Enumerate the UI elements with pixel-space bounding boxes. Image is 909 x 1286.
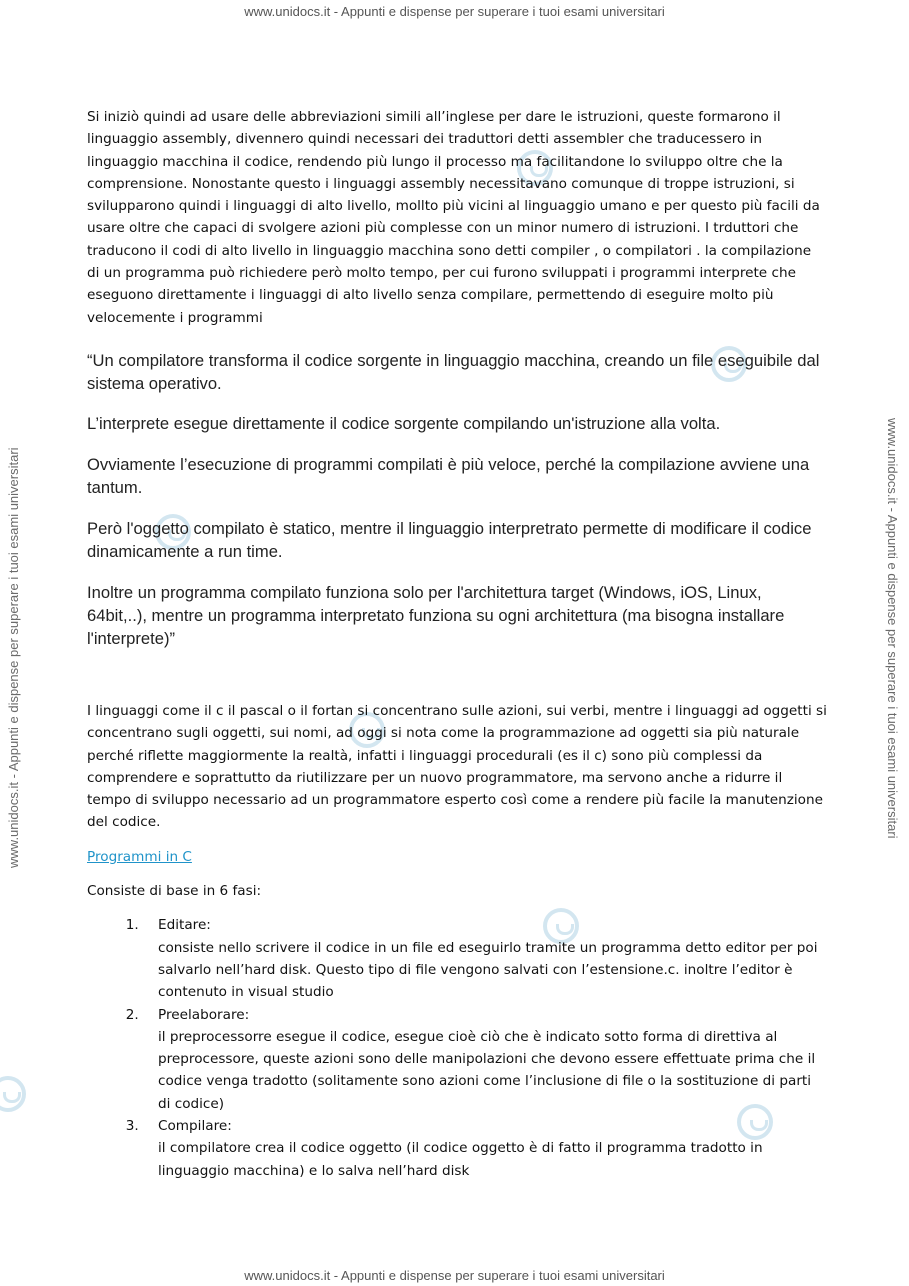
step-description: consiste nello scrivere il codice in un file ed eseguirlo tramite un programma detto editor per poi salvarlo nell’hard disk. Questo tipo di file vengono salvati con l’estensione.c. inoltre l’editor è contenuto in visual studio	[158, 939, 818, 1001]
intro-paragraph: Si iniziò quindi ad usare delle abbreviazioni simili all’inglese per dare le istruzioni, queste formarono il linguaggio assembly, divennero quindi necessari dei traduttori detti assembler che traducessero in linguaggio macchina il codice, rendendo più lungo il processo ma facilitandone lo sviluppo oltre che la comprensione. Nonostante questo i linguaggi assembly necessitavano comunque di troppe istruzioni, si svilupparono quindi i linguaggi di alto livello, mollto più vicini al linguaggio umano e per questo più facili da usare oltre che capaci di svolgere azioni più complesse con un minor numero di istruzioni. I trduttori che traducono il codi di alto livello in linguaggio macchina sono detti compiler , o compilatori . la compilazione di un programma può richiedere però molto tempo, per cui furono sviluppati i programmi interprete che eseguono direttamente i linguaggi di alto livello senza compilare, permettendo di eseguire molto più velocemente i programmi	[87, 109, 820, 326]
quote-block	[87, 349, 822, 650]
quote-line: L’interprete esegue direttamente il codice sorgente compilando un'istruzione alla volta.	[87, 413, 721, 433]
step-description: il compilatore crea il codice oggetto (il codice oggetto è di fatto il programma tradotto in linguaggio macchina) e lo salva nell’hard disk	[158, 1140, 763, 1179]
step-description: il preprocessorre esegue il codice, esegue cioè ciò che è indicato sotto forma di direttiva al preprocessore, queste azioni sono delle manipolazioni che devono essere effettuate prima che il codice venga tradotto (solitamente sono azioni come l’inclusione di file o la sostituzione di parti di codice)	[158, 1028, 816, 1112]
step-title: Editare:	[158, 917, 211, 934]
watermark-right: www.unidocs.it - Appunti e dispense per superare i tuoi esami universitari	[885, 418, 900, 839]
objects-paragraph: I linguaggi come il c il pascal o il fortan si concentrano sulle azioni, sui verbi, mentre i linguaggi ad oggetti si concentrano sugli oggetti, sui nomi, ad oggi si nota come la programmazione ad oggetti sia più naturale perché riflette maggiormente la realtà, infatti i linguaggi procedurali (es il c) sono più complessi da comprendere e soprattutto da riutilizzare per un nuovo programmatore, ma servono anche a ridurre il tempo di sviluppo necessario ad un programmatore esperto così come a rendere più facile la manutenzione del codice.	[87, 702, 827, 831]
watermark-left: www.unidocs.it - Appunti e dispense per superare i tuoi esami universitari	[6, 447, 21, 868]
list-item	[143, 914, 827, 1003]
watermark-header: www.unidocs.it - Appunti e dispense per superare i tuoi esami universitari	[244, 4, 665, 19]
watermark-footer: www.unidocs.it - Appunti e dispense per superare i tuoi esami universitari	[244, 1268, 665, 1283]
watermark-logo-icon	[0, 1076, 26, 1112]
step-title: Compilare:	[158, 1118, 232, 1135]
programmi-in-c-link[interactable]: Programmi in C	[87, 848, 192, 865]
quote-line: Ovviamente l’esecuzione di programmi compilati è più veloce, perché la compilazione avviene una tantum.	[87, 454, 810, 497]
phases-intro: Consiste di base in 6 fasi:	[87, 883, 262, 900]
section-heading	[87, 846, 827, 868]
quote-line: Però l'oggetto compilato è statico, mentre il linguaggio interpretrato permette di modificare il codice dinamicamente a run time.	[87, 518, 812, 561]
document-body	[87, 106, 827, 1182]
list-item	[143, 1115, 827, 1182]
quote-line: Inoltre un programma compilato funziona solo per l'architettura target (Windows, iOS, Linux, 64bit,..), mentre un programma interpretato funziona su ogni architettura (ma bisogna installare l'interprete)”	[87, 582, 785, 648]
step-title: Preelaborare:	[158, 1006, 250, 1023]
list-item	[143, 1004, 827, 1115]
quote-line: “Un compilatore transforma il codice sorgente in linguaggio macchina, creando un file eseguibile dal sistema operativo.	[87, 350, 820, 393]
phases-list	[87, 914, 827, 1182]
